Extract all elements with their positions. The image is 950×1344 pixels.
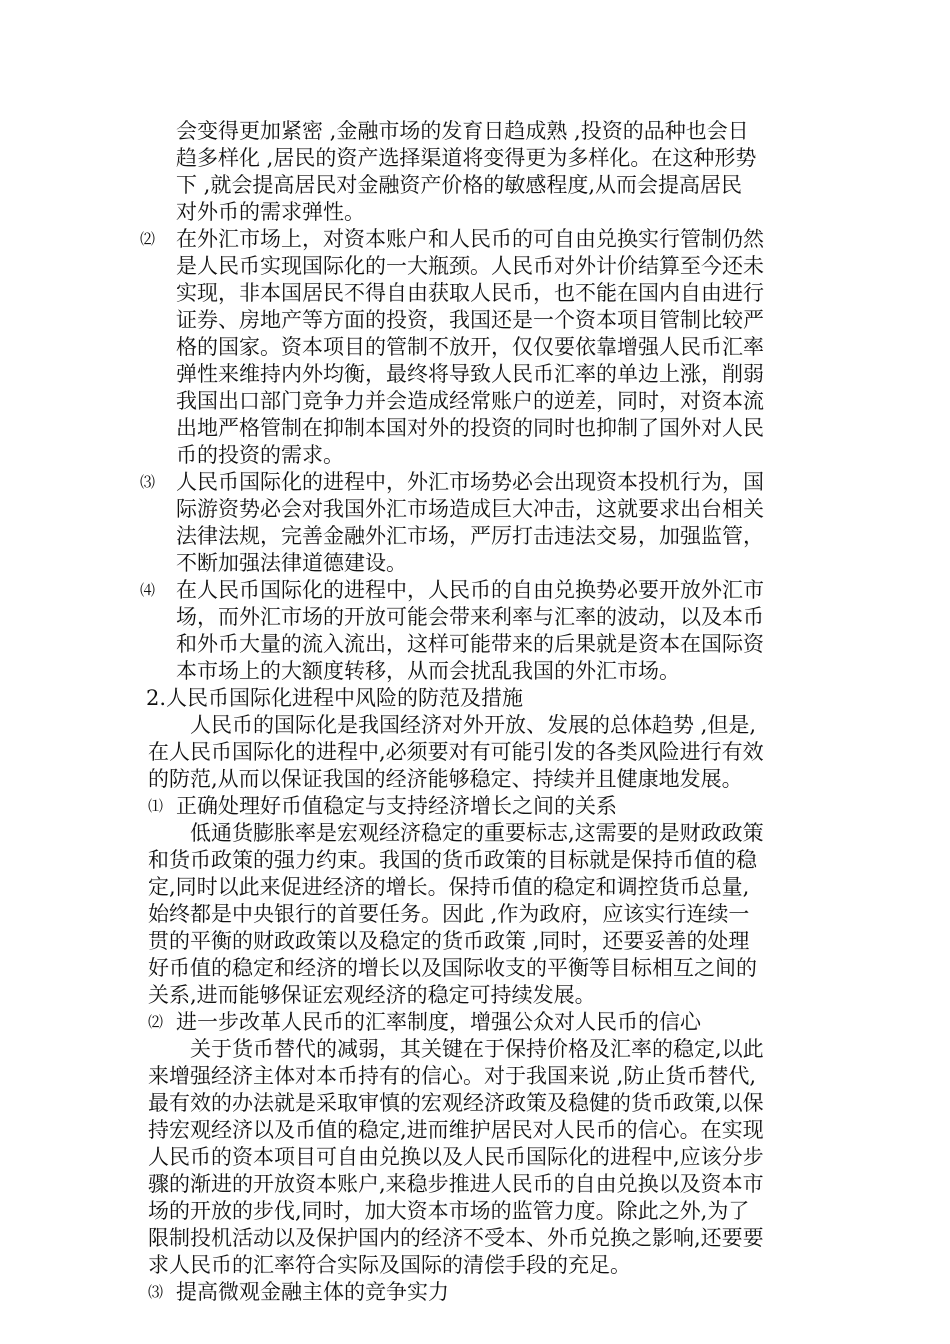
paragraph-line: 证券、房地产等方面的投资，我国还是一个资本项目管制比较严 [176,308,764,332]
paragraph-line: 的防范,从而以保证我国的经济能够稳定、持续并且健康地发展。 [148,767,743,791]
paragraph-line: 弹性来维持内外均衡，最终将导致人民币汇率的单边上涨，削弱 [176,362,764,386]
paragraph-line: 来增强经济主体对本币持有的信心。对于我国来说 ,防止货币替代, [148,1064,757,1088]
paragraph-line: 格的国家。资本项目的管制不放开，仅仅要依靠增强人民币汇率 [176,335,764,359]
paragraph-line: 人民币国际化的进程中，外汇市场势必会出现资本投机行为，国 [176,470,764,494]
subsection-heading: 正确处理好币值稳定与支持经济增长之间的关系 [176,794,617,818]
paragraph-line: 是人民币实现国际化的一大瓶颈。人民币对外计价结算至今还未 [176,254,764,278]
paragraph-line: 在外汇市场上，对资本账户和人民币的可自由兑换实行管制仍然 [176,227,764,251]
paragraph-line: 最有效的办法就是采取审慎的宏观经济政策及稳健的货币政策,以保 [148,1091,764,1115]
paragraph-line: 不断加强法律道德建设。 [176,551,407,575]
paragraph-line: 会变得更加紧密 ,金融市场的发育日趋成熟 ,投资的品种也会日 [176,119,749,143]
subsection-number: ⑵ [148,1013,164,1031]
paragraph-line: 好币值的稳定和经济的增长以及国际收支的平衡等目标相互之间的 [148,956,757,980]
paragraph-line: 求人民币的汇率符合实际及国际的清偿手段的充足。 [148,1253,631,1277]
paragraph-line: 对外币的需求弹性。 [176,200,365,224]
paragraph-line: 贯的平衡的财政政策以及稳定的货币政策 ,同时，还要妥善的处理 [148,929,750,953]
paragraph-line: 人民币的资本项目可自由兑换以及人民币国际化的进程中,应该分步 [148,1145,764,1169]
paragraph-line: 限制投机活动以及保护国内的经济不受本、外币兑换之影响,还要要 [148,1226,764,1250]
subsection-heading: 进一步改革人民币的汇率制度，增强公众对人民币的信心 [176,1010,701,1034]
paragraph-line: 和货币政策的强力约束。我国的货币政策的目标就是保持币值的稳 [148,848,757,872]
paragraph-line: 法律法规，完善金融外汇市场，严厉打击违法交易，加强监管， [176,524,764,548]
paragraph-line: 趋多样化 ,居民的资产选择渠道将变得更为多样化。在这种形势 [176,146,757,170]
paragraph-line: 定,同时以此来促进经济的增长。保持币值的稳定和调控货币总量, [148,875,750,899]
paragraph-line: 始终都是中央银行的首要任务。因此 ,作为政府，应该实行连续一 [148,902,750,926]
paragraph-line: 场的开放的步伐,同时，加大资本市场的监管力度。除此之外,为了 [148,1199,750,1223]
paragraph-line: 下 ,就会提高居民对金融资产价格的敏感程度,从而会提高居民 [176,173,743,197]
list-number: ⑶ [140,473,156,491]
paragraph-line: 出地严格管制在抑制本国对外的投资的同时也抑制了国外对人民 [176,416,764,440]
paragraph-line: 在人民币国际化的进程中,必须要对有可能引发的各类风险进行有效 [148,740,764,764]
paragraph-line: 本市场上的大额度转移，从而会扰乱我国的外汇市场。 [176,659,680,683]
paragraph-line: 我国出口部门竞争力并会造成经常账户的逆差，同时，对资本流 [176,389,764,413]
subsection-number: ⑴ [148,797,164,815]
paragraph-line: 人民币的国际化是我国经济对外开放、发展的总体趋势 ,但是, [190,713,757,737]
list-number: ⑵ [140,230,156,248]
subsection-heading: 提高微观金融主体的竞争实力 [176,1280,449,1304]
paragraph-line: 际游资势必会对我国外汇市场造成巨大冲击，这就要求出台相关 [176,497,764,521]
paragraph-line: 在人民币国际化的进程中，人民币的自由兑换势必要开放外汇市 [176,578,764,602]
paragraph-line: 关系,进而能够保证宏观经济的稳定可持续发展。 [148,983,596,1007]
paragraph-line: 关于货币替代的减弱，其关键在于保持价格及汇率的稳定,以此 [190,1037,764,1061]
paragraph-line: 币的投资的需求。 [176,443,344,467]
section-heading: 2.人民币国际化进程中风险的防范及措施 [146,686,524,710]
paragraph-line: 场，而外汇市场的开放可能会带来利率与汇率的波动，以及本币 [176,605,764,629]
subsection-number: ⑶ [148,1283,164,1301]
paragraph-line: 持宏观经济以及币值的稳定,进而维护居民对人民币的信心。在实现 [148,1118,764,1142]
paragraph-line: 骤的渐进的开放资本账户,来稳步推进人民币的自由兑换以及资本市 [148,1172,764,1196]
list-number: ⑷ [140,581,156,599]
paragraph-line: 低通货膨胀率是宏观经济稳定的重要标志,这需要的是财政政策 [190,821,764,845]
paragraph-line: 和外币大量的流入流出，这样可能带来的后果就是资本在国际资 [176,632,764,656]
paragraph-line: 实现，非本国居民不得自由获取人民币，也不能在国内自由进行 [176,281,764,305]
